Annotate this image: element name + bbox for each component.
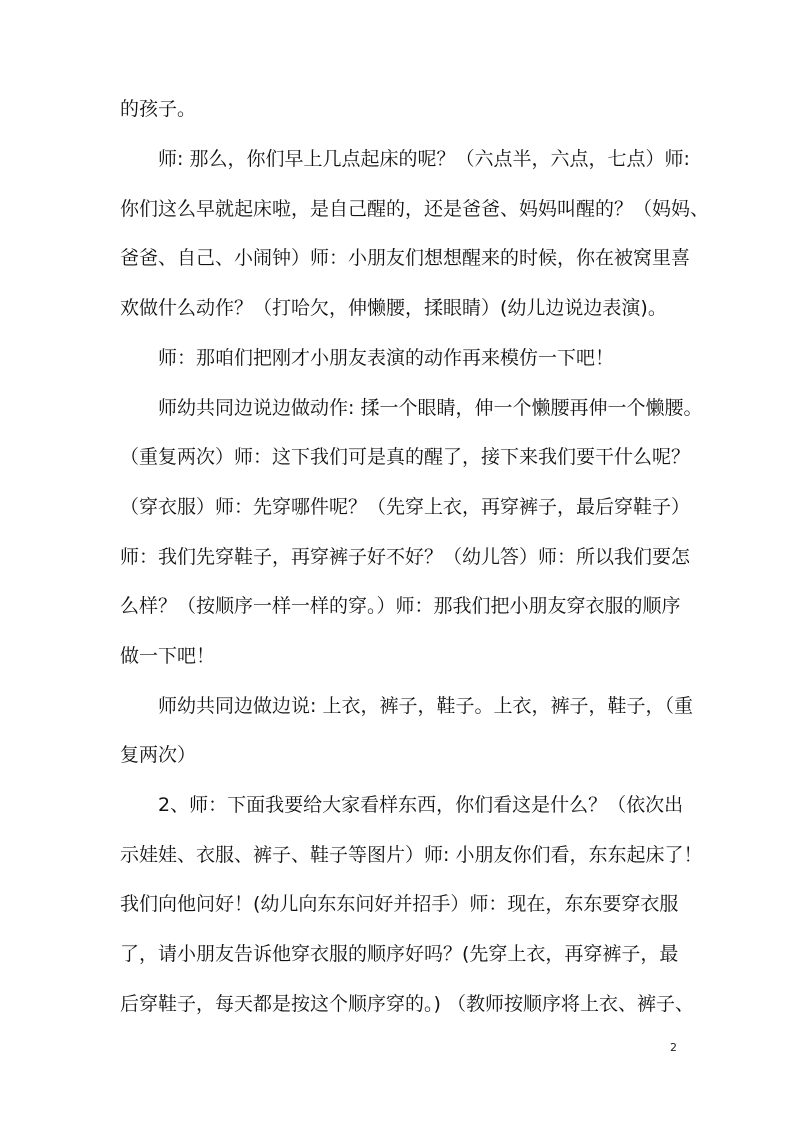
text-line: 你们这么早就起床啦，是自己醒的，还是爸爸、妈妈叫醒的？（妈妈、 (120, 198, 710, 220)
text-line: 师: 那么，你们早上几点起床的呢？（六点半，六点，七点）师: (158, 148, 690, 170)
text-line: 爸爸、自己、小闹钟）师：小朋友们想想醒来的时候，你在被窝里喜 (120, 247, 691, 269)
text-line: 了，请小朋友告诉他穿衣服的顺序好吗？(先穿上衣，再穿裤子，最 (120, 943, 679, 965)
text-line: 复两次） (120, 744, 197, 766)
text-line: 做一下吧！ (120, 645, 216, 667)
text-line: 示娃娃、衣服、裤子、鞋子等图片）师: 小朋友你们看，东东起床了！ (120, 844, 703, 866)
text-line: 我们向他问好！(幼儿向东东问好并招手）师：现在，东东要穿衣服 (120, 893, 679, 915)
text-line: 师幼共同边说边做动作: 揉一个眼睛，伸一个懒腰再伸一个懒腰。 (158, 397, 703, 419)
text-line: 的孩子。 (120, 98, 197, 120)
text-line: （穿衣服）师：先穿哪件呢？（先穿上衣，再穿裤子，最后穿鞋子） (120, 496, 691, 518)
text-line: 2、师：下面我要给大家看样东西，你们看这是什么？（依次出 (158, 794, 684, 816)
text-line: （重复两次）师：这下我们可是真的醒了，接下来我们要干什么呢？ (120, 446, 691, 468)
page-number: 2 (670, 1041, 677, 1054)
text-line: 师幼共同边做边说: 上衣，裤子，鞋子。上衣，裤子，鞋子，（重 (158, 695, 693, 717)
text-line: 欢做什么动作？（打哈欠，伸懒腰，揉眼睛）(幼儿边说边表演)。 (120, 297, 667, 319)
text-line: 师：我们先穿鞋子，再穿裤子好不好？（幼儿答）师：所以我们要怎 (120, 546, 691, 568)
text-line: 师：那咱们把刚才小朋友表演的动作再来模仿一下吧！ (158, 347, 615, 369)
text-line: 后穿鞋子，每天都是按这个顺序穿的。) （教师按顺序将上衣、裤子、 (120, 993, 694, 1015)
text-line: 么样？（按顺序一样一样的穿。）师：那我们把小朋友穿衣服的顺序 (120, 595, 681, 617)
